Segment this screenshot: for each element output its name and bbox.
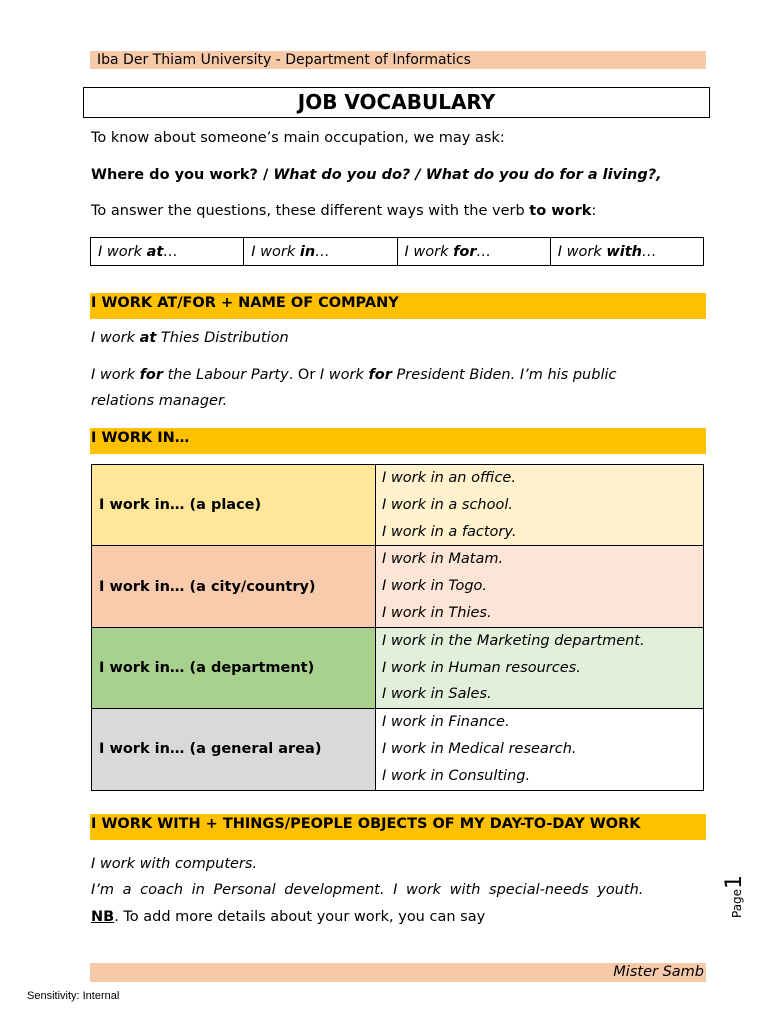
table-row — [92, 465, 704, 546]
example-prep: for — [139, 367, 164, 383]
example-at — [91, 329, 289, 347]
way-prep: in — [299, 243, 316, 260]
way-pre: I work — [98, 243, 147, 260]
table-row — [92, 546, 704, 627]
example-item: I work in an office. — [382, 470, 516, 486]
example-with-1: I work with computers. — [91, 856, 258, 872]
way-pre: I work — [404, 243, 454, 260]
page-number-value: 1 — [722, 874, 747, 889]
section-heading-in: I WORK IN… — [90, 428, 706, 454]
example-item: I work in Sales. — [382, 686, 492, 703]
author-name: Mister Samb — [613, 964, 704, 980]
example-item: I work in a school. — [382, 496, 514, 513]
question-bold: Where do you work? / — [91, 167, 274, 183]
way-post: … — [476, 243, 492, 260]
section-heading-with: I WORK WITH + THINGS/PEOPLE OBJECTS OF MY DAY-TO-DAY WORK — [90, 814, 706, 840]
way-cell-for — [397, 238, 550, 266]
row-label: I work in… (a general area) — [92, 709, 376, 790]
intro-line: To know about someone’s main occupation, we may ask: — [91, 130, 505, 146]
answer-prefix: To answer the questions, these different ways with the verb — [91, 203, 530, 219]
example-item: I work in Finance. — [382, 714, 510, 731]
nb-label: NB — [91, 909, 115, 925]
nb-line — [91, 908, 485, 926]
row-label: I work in… (a department) — [92, 627, 376, 708]
work-in-table — [91, 464, 704, 791]
way-cell-with — [550, 238, 703, 266]
example-prep: for — [368, 367, 392, 383]
table-row — [92, 709, 704, 790]
answer-suffix: : — [591, 203, 597, 219]
page-label: Page — [730, 888, 744, 918]
example-with-2: I’m a coach in Personal development. I work with special-needs youth. — [91, 882, 644, 898]
example-for — [91, 366, 616, 384]
row-examples — [376, 546, 704, 627]
answer-line — [91, 202, 596, 220]
way-cell-at — [91, 238, 244, 266]
way-cell-in — [244, 238, 397, 266]
ways-row — [91, 238, 704, 266]
row-examples — [376, 709, 704, 790]
section-heading-at-for: I WORK AT/FOR + NAME OF COMPANY — [90, 293, 706, 319]
institution-name: Iba Der Thiam University - Department of Informatics — [97, 52, 471, 68]
example-text: President Biden. I’m his public — [391, 367, 617, 383]
row-label: I work in… (a city/country) — [92, 546, 376, 627]
way-prep: at — [146, 243, 164, 260]
example-item: I work in Human resources. — [382, 659, 581, 676]
example-item: I work in a factory. — [382, 523, 517, 540]
question-line — [91, 166, 662, 184]
example-item: I work in Medical research. — [382, 740, 577, 757]
example-item: I work in Matam. — [382, 551, 504, 568]
header-band — [90, 51, 706, 69]
row-label: I work in… (a place) — [92, 465, 376, 546]
page-number — [722, 875, 747, 918]
way-pre: I work — [251, 243, 300, 260]
example-text: I work — [91, 367, 140, 383]
answer-verb: to work — [529, 203, 592, 219]
example-item: I work in the Marketing department. — [382, 632, 645, 649]
way-post: … — [163, 243, 178, 260]
page-title: JOB VOCABULARY — [83, 87, 710, 118]
example-text: I work — [91, 330, 140, 346]
footer-band — [90, 963, 706, 982]
example-text: I work — [319, 367, 369, 383]
question-italic: What do you do? / What do you do for a living?, — [273, 167, 662, 183]
example-item: I work in Thies. — [382, 604, 492, 621]
row-examples — [376, 465, 704, 546]
row-examples — [376, 627, 704, 708]
example-for-continued: relations manager. — [91, 393, 228, 409]
example-text: Thies Distribution — [156, 330, 289, 346]
sensitivity-label: Sensitivity: Internal — [27, 990, 120, 1002]
ways-table — [90, 237, 704, 266]
nb-text: . To add more details about your work, you can say — [114, 909, 486, 925]
table-row — [92, 627, 704, 708]
example-text: the Labour Party — [163, 367, 289, 383]
example-prep: at — [139, 330, 157, 346]
way-post: … — [641, 243, 657, 260]
example-text: . Or — [288, 367, 320, 383]
way-post: … — [315, 243, 330, 260]
example-item: I work in Togo. — [382, 578, 488, 595]
way-prep: for — [453, 243, 477, 260]
example-item: I work in Consulting. — [382, 767, 531, 784]
way-prep: with — [606, 243, 642, 260]
way-pre: I work — [557, 243, 607, 260]
